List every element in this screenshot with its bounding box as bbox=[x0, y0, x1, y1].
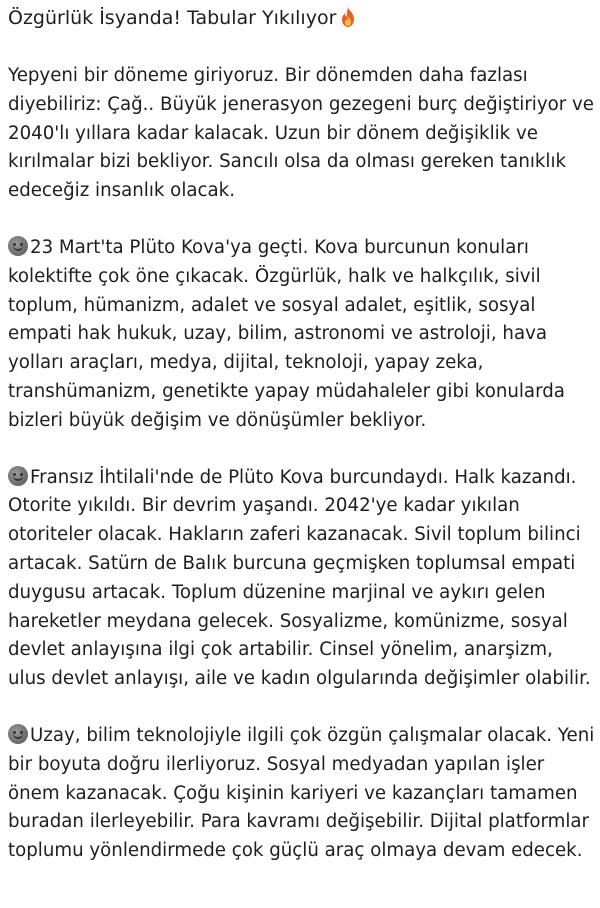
new-moon-face-icon bbox=[8, 236, 28, 256]
paragraph-intro bbox=[8, 62, 596, 206]
paragraph-text: Uzay, bilim teknolojiyle ilgili çok özgün çalışmalar olacak. Yeni bir boyuta doğru ilerliyoruz. Sosyal medyadan yapılan işler önem kazanacak. Çoğu kişinin kariyeri ve kazançları tamamen buradan ilerleyebilir. Para kavramı değişebilir. Dijital platformlar toplumu yönlendirmede çok güçlü araç olmaya devam edecek. bbox=[8, 724, 595, 862]
post-content bbox=[8, 4, 596, 894]
post-title: Özgürlük İsyanda! Tabular Yıkılıyor bbox=[8, 7, 337, 29]
paragraph-french-revolution bbox=[8, 464, 596, 694]
paragraph-pluto-aquarius bbox=[8, 234, 596, 436]
paragraph-text: Fransız İhtilali'nde de Plüto Kova burcundaydı. Halk kazandı. Otorite yıkıldı. Bir devrim yaşandı. 2042'ye kadar yıkılan otoriteler olacak. Hakların zaferi kazanacak. Sivil toplum bilinci artacak. Satürn de Balık burcuna geçmişken toplumsal empati duygusu artacak. Toplum düzenine marjinal ve aykırı gelen hareketler meydana gelecek. Sosyalizme, komünizme, sosyal devlet anlayışına ilgi çok artabilir. Cinsel yönelim, anarşizm, ulus devlet anlayışı, aile ve kadın olgularında değişimler olabilir. bbox=[8, 466, 591, 690]
new-moon-face-icon bbox=[8, 724, 28, 744]
paragraph-space-science bbox=[8, 722, 596, 866]
paragraph-text: Yepyeni bir döneme giriyoruz. Bir dönemden daha fazlası diyebiliriz: Çağ.. Büyük jenerasyon gezegeni burç değiştiriyor ve 2040'lı yıllara kadar kalacak. Uzun bir dönem değişiklik ve kırılmalar bizi bekliyor. Sancılı olsa da olması gereken tanıklık edeceğiz insanlık olacak. bbox=[8, 65, 594, 202]
new-moon-face-icon bbox=[8, 466, 28, 486]
fire-icon bbox=[340, 7, 356, 27]
post-title-line bbox=[8, 4, 596, 32]
paragraph-text: 23 Mart'ta Plüto Kova'ya geçti. Kova burcunun konuları kolektifte çok öne çıkacak. Özgürlük, halk ve halkçılık, sivil toplum, hümanizm, adalet ve sosyal adalet, eşitlik, sosyal empati hak hukuk, uzay, bilim, astronomi ve astroloji, hava yolları araçları, medya, dijital, teknoloji, yapay zeka, transhümanizm, genetikte yapay müdahaleler gibi konularda bizleri büyük değişim ve dönüşümler bekliyor. bbox=[8, 236, 565, 431]
